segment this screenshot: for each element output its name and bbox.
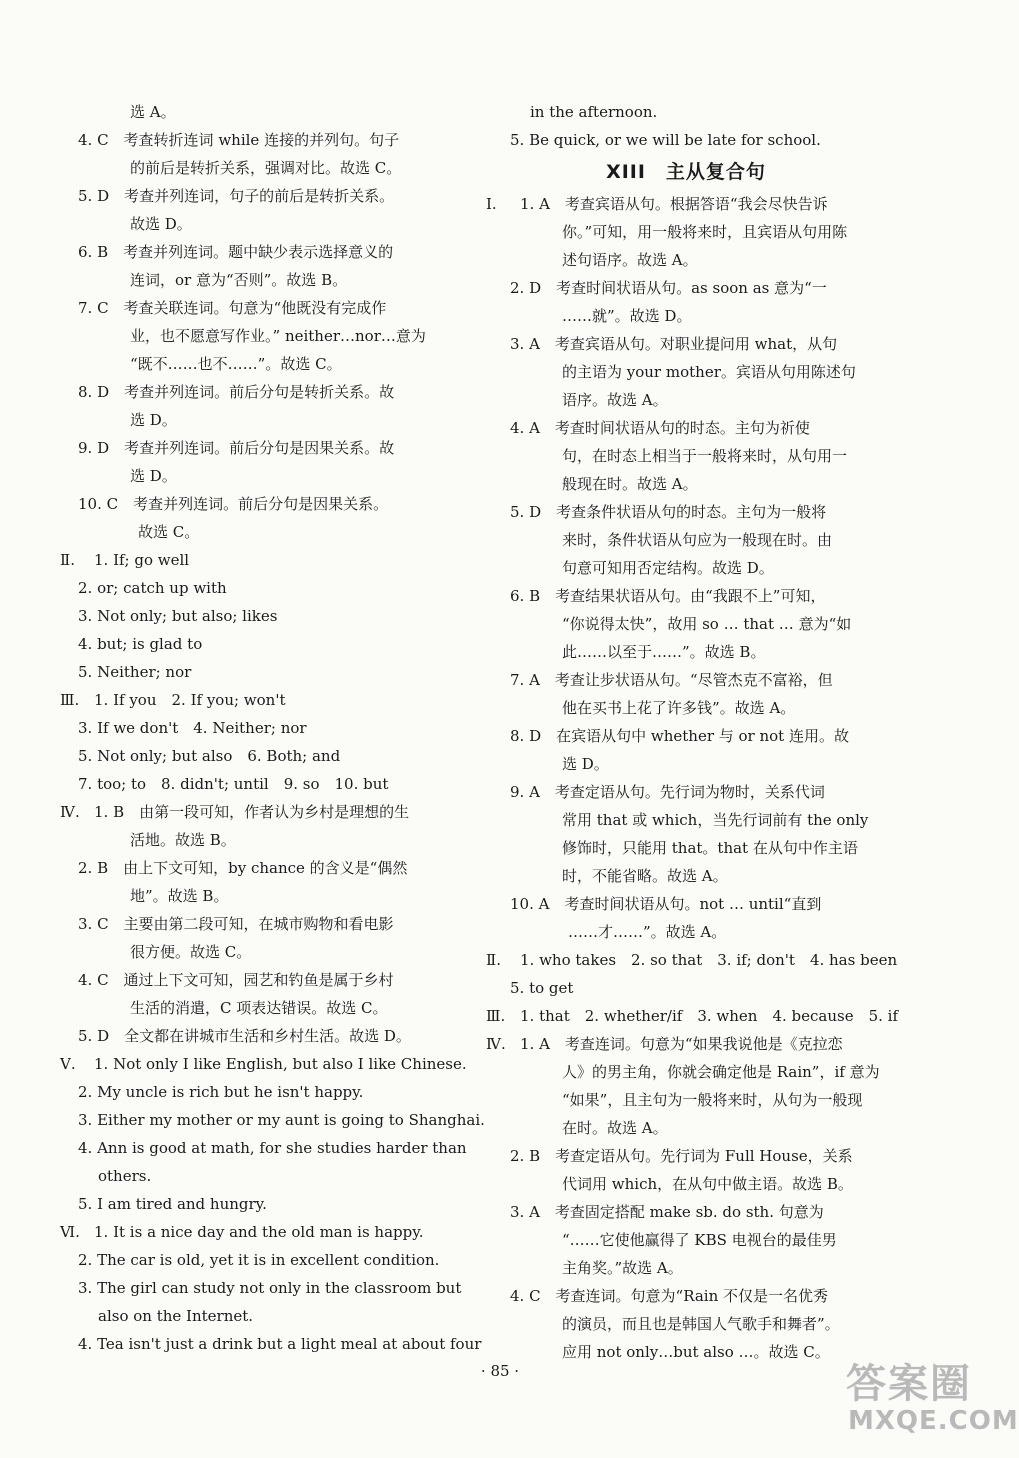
- answer-line: [486, 1142, 886, 1170]
- answer-line: [60, 322, 452, 350]
- answer-line: [60, 658, 452, 686]
- answer-text: also on the Internet.: [98, 1307, 254, 1325]
- answer-text: 人》的男主角，你就会确定他是 Rain”，if 意为: [562, 1063, 880, 1081]
- answer-line: [486, 1086, 886, 1114]
- answer-text: 生活的消遣，C 项表达错误。故选 C。: [130, 999, 388, 1017]
- section-numeral: Ⅴ.: [60, 1055, 76, 1073]
- answer-line: [60, 294, 452, 322]
- answer-text: 5. to get: [510, 979, 574, 997]
- answer-text: 4. A 考查时间状语从句的时态。主句为祈使: [510, 419, 810, 437]
- answer-line: [486, 638, 886, 666]
- answer-line: [486, 274, 886, 302]
- answer-line: [486, 386, 886, 414]
- answer-text: 时，不能省略。故选 A。: [562, 867, 728, 885]
- answer-text: in the afternoon.: [530, 103, 658, 121]
- answer-text: 5. I am tired and hungry.: [78, 1195, 267, 1213]
- answer-line: [486, 1226, 886, 1254]
- answer-line: [60, 1274, 462, 1302]
- answer-line: [60, 938, 452, 966]
- section-numeral: Ⅲ.: [60, 691, 80, 709]
- answer-line: [486, 778, 886, 806]
- answer-text: 主角奖。”故选 A。: [562, 1259, 683, 1277]
- answer-text: 5. Be quick, or we will be late for school.: [510, 131, 821, 149]
- answer-line: [60, 1022, 452, 1050]
- answer-line: [486, 1002, 899, 1030]
- answer-line: [60, 462, 452, 490]
- answer-line: [60, 518, 452, 546]
- answer-line: [60, 1330, 482, 1358]
- answer-text: 句意可知用否定结构。故选 D。: [562, 559, 774, 577]
- answer-line: [486, 582, 886, 610]
- answer-line: [60, 406, 452, 434]
- answer-text: 3. C 主要由第二段可知，在城市购物和看电影: [78, 915, 394, 933]
- answer-text: 3. The girl can study not only in the classroom but: [78, 1279, 462, 1297]
- answer-line: [486, 498, 886, 526]
- answer-text: 故选 C。: [138, 523, 200, 541]
- answer-line: [60, 546, 452, 574]
- answer-line: [60, 686, 452, 714]
- answer-line: [486, 218, 886, 246]
- answer-text: 2. D 考查时间状语从句。as soon as 意为“一: [510, 279, 827, 297]
- answer-text: 连词，or 意为“否则”。故选 B。: [130, 271, 348, 289]
- answer-text: 4. C 考查转折连词 while 连接的并列句。句子: [78, 131, 400, 149]
- right-column-answers: [486, 190, 899, 1366]
- answer-line: [60, 1218, 452, 1246]
- answer-text: 地”。故选 B。: [130, 887, 229, 905]
- answer-text: 4. Ann is good at math, for she studies harder than: [78, 1139, 467, 1157]
- answer-text: 3. A 考查宾语从句。对职业提问用 what，从句: [510, 335, 838, 353]
- left-column: [60, 98, 485, 1358]
- answer-line: [486, 1282, 886, 1310]
- answer-text: 7. too; to 8. didn't; until 9. so 10. but: [78, 775, 389, 793]
- answer-line: [486, 610, 886, 638]
- answer-line: [60, 126, 452, 154]
- watermark-line1: 答案圈: [846, 1361, 972, 1407]
- answer-text: “你说得太快”，故用 so … that … 意为“如: [562, 615, 852, 633]
- answer-line: [60, 1134, 467, 1162]
- answer-text: 6. B 考查并列连词。题中缺少表示选择意义的: [78, 243, 394, 261]
- answer-text: 1. A 考查连词。句意为“如果我说他是《克拉恋: [520, 1035, 843, 1053]
- answer-line: [486, 722, 886, 750]
- answer-line: [60, 882, 452, 910]
- answer-text: ……就”。故选 D。: [562, 307, 692, 325]
- answer-line: [60, 826, 452, 854]
- answer-line: [486, 806, 886, 834]
- answer-line: [486, 190, 886, 218]
- answer-line: [60, 434, 452, 462]
- answer-text: 选 A。: [130, 103, 176, 121]
- answer-line: [60, 350, 452, 378]
- answer-text: 常用 that 或 which，当先行词前有 the only: [562, 811, 869, 829]
- answer-line: [60, 798, 452, 826]
- section-title: XIII 主从复合句: [606, 161, 766, 183]
- answer-line: [486, 302, 886, 330]
- answer-text: 你。”可知，用一般将来时，且宾语从句用陈: [562, 223, 848, 241]
- answer-text: 3. Not only; but also; likes: [78, 607, 278, 625]
- answer-text: 1. Not only I like English, but also I like Chinese.: [94, 1055, 467, 1073]
- answer-text: 述句语序。故选 A。: [562, 251, 698, 269]
- answer-text: 1. If; go well: [94, 551, 190, 569]
- right-column-continuation: [486, 98, 886, 154]
- answer-text: 的演员，而且也是韩国人气歌手和舞者”。: [562, 1315, 840, 1333]
- answer-line: [486, 470, 886, 498]
- right-column: [486, 98, 899, 1366]
- answer-line: [486, 442, 886, 470]
- answer-line: [60, 910, 452, 938]
- answer-line: [486, 330, 886, 358]
- answer-text: 选 D。: [562, 755, 609, 773]
- answer-text: 般现在时。故选 A。: [562, 475, 698, 493]
- answer-text: 业，也不愿意写作业。” neither…nor…意为: [130, 327, 426, 345]
- answer-text: 1. who takes 2. so that 3. if; don't 4. has been: [520, 951, 898, 969]
- answer-line: [60, 1246, 452, 1274]
- answer-line: [60, 266, 452, 294]
- answer-text: 3. Either my mother or my aunt is going to Shanghai.: [78, 1111, 485, 1129]
- answer-text: ……才……”。故选 A。: [568, 923, 727, 941]
- answer-line: [486, 1058, 886, 1086]
- answer-text: 他在买书上花了许多钱”。故选 A。: [562, 699, 796, 717]
- answer-text: 4. but; is glad to: [78, 635, 203, 653]
- answer-text: 5. D 考查条件状语从句的时态。主句为一般将: [510, 503, 827, 521]
- answer-text: 4. Tea isn't just a drink but a light meal at about four: [78, 1335, 482, 1353]
- answer-text: 来时，条件状语从句应为一般现在时。由: [562, 531, 833, 549]
- answer-line: [486, 1310, 886, 1338]
- answer-text: others.: [98, 1167, 152, 1185]
- answer-line: [60, 714, 452, 742]
- answer-text: 句，在时态上相当于一般将来时，从句用一: [562, 447, 848, 465]
- answer-text: 2. B 考查定语从句。先行词为 Full House，关系: [510, 1147, 853, 1165]
- answer-text: 8. D 考查并列连词。前后分句是转折关系。故: [78, 383, 395, 401]
- answer-line: [486, 1114, 886, 1142]
- answer-text: 7. C 考查关联连词。句意为“他既没有完成作: [78, 299, 387, 317]
- answer-line: [486, 974, 886, 1002]
- answer-line: [60, 966, 452, 994]
- answer-line: [60, 1050, 467, 1078]
- answer-text: “既不……也不……”。故选 C。: [130, 355, 342, 373]
- answer-line: [486, 1254, 886, 1282]
- answer-text: 1. B 由第一段可知，作者认为乡村是理想的生: [94, 803, 410, 821]
- answer-line: [60, 602, 452, 630]
- section-numeral: Ⅱ.: [60, 551, 75, 569]
- answer-text: 的前后是转折关系，强调对比。故选 C。: [130, 159, 402, 177]
- answer-line: [486, 414, 886, 442]
- answer-line: [60, 490, 452, 518]
- answer-line: [486, 946, 898, 974]
- answer-line: [60, 238, 452, 266]
- answer-text: 3. A 考查固定搭配 make sb. do sth. 句意为: [510, 1203, 824, 1221]
- section-numeral: Ⅳ.: [486, 1035, 506, 1053]
- answer-line: [60, 154, 452, 182]
- answer-text: 应用 not only…but also …。故选 C。: [562, 1343, 830, 1361]
- answer-text: 1. A 考查宾语从句。根据答语“我会尽快告诉: [520, 195, 828, 213]
- answer-text: 1. It is a nice day and the old man is happy.: [94, 1223, 424, 1241]
- answer-text: 4. C 考查连词。句意为“Rain 不仅是一名优秀: [510, 1287, 829, 1305]
- answer-line: [60, 378, 452, 406]
- answer-text: 10. A 考查时间状语从句。not … until“直到: [510, 895, 822, 913]
- answer-text: 9. A 考查定语从句。先行词为物时，关系代词: [510, 783, 825, 801]
- section-numeral: Ⅱ.: [486, 951, 501, 969]
- answer-line: [60, 854, 452, 882]
- section-numeral: Ⅵ.: [60, 1223, 80, 1241]
- answer-line: [486, 666, 886, 694]
- answer-text: 2. The car is old, yet it is in excellent condition.: [78, 1251, 440, 1269]
- answer-text: 2. My uncle is rich but he isn't happy.: [78, 1083, 364, 1101]
- answer-text: 1. If you 2. If you; won't: [94, 691, 286, 709]
- answer-line: [486, 554, 886, 582]
- answer-line: [486, 246, 886, 274]
- answer-line: [486, 750, 886, 778]
- answer-line: [486, 1170, 886, 1198]
- answer-line: [486, 98, 886, 126]
- answer-text: 9. D 考查并列连词。前后分句是因果关系。故: [78, 439, 395, 457]
- answer-line: [60, 1190, 452, 1218]
- answer-line: [60, 770, 452, 798]
- answer-text: 5. D 考查并列连词，句子的前后是转折关系。: [78, 187, 395, 205]
- answer-line: [486, 918, 886, 946]
- answer-line: [60, 630, 452, 658]
- answer-text: 7. A 考查让步状语从句。“尽管杰克不富裕，但: [510, 671, 833, 689]
- answer-line: [60, 98, 452, 126]
- answer-text: 5. Not only; but also 6. Both; and: [78, 747, 341, 765]
- answer-line: [486, 834, 886, 862]
- answer-text: 故选 D。: [130, 215, 192, 233]
- section-numeral: Ⅰ.: [486, 195, 497, 213]
- answer-text: 8. D 在宾语从句中 whether 与 or not 连用。故: [510, 727, 849, 745]
- answer-text: 4. C 通过上下文可知，园艺和钓鱼是属于乡村: [78, 971, 394, 989]
- answer-line: [486, 862, 886, 890]
- answer-text: “如果”，且主句为一般将来时，从句为一般现: [562, 1091, 863, 1109]
- answer-text: 修饰时，只能用 that。that 在从句中作主语: [562, 839, 858, 857]
- page-number: · 85 ·: [480, 1362, 520, 1380]
- answer-text: 很方便。故选 C。: [130, 943, 252, 961]
- answer-line: [486, 1198, 886, 1226]
- answer-line: [486, 358, 886, 386]
- answer-line: [486, 694, 886, 722]
- answer-text: “……它使他赢得了 KBS 电视台的最佳男: [562, 1231, 837, 1249]
- answer-text: 此……以至于……”。故选 B。: [562, 643, 766, 661]
- answer-text: 在时。故选 A。: [562, 1119, 668, 1137]
- answer-text: 10. C 考查并列连词。前后分句是因果关系。: [78, 495, 389, 513]
- answer-text: 选 D。: [130, 467, 177, 485]
- watermark-logo: [842, 1352, 1019, 1452]
- answer-line: [60, 182, 452, 210]
- answer-text: 选 D。: [130, 411, 177, 429]
- answer-text: 2. B 由上下文可知，by chance 的含义是“偶然: [78, 859, 408, 877]
- answer-line: [486, 1030, 886, 1058]
- answer-line: [60, 1106, 485, 1134]
- answer-line: [486, 526, 886, 554]
- answer-line: [60, 1078, 452, 1106]
- answer-text: 代词用 which，在从句中做主语。故选 B。: [562, 1175, 853, 1193]
- section-numeral: Ⅳ.: [60, 803, 80, 821]
- answer-text: 3. If we don't 4. Neither; nor: [78, 719, 307, 737]
- answer-text: 5. D 全文都在讲城市生活和乡村生活。故选 D。: [78, 1027, 411, 1045]
- watermark-line2: MXQE.COM: [848, 1406, 1019, 1436]
- answer-line: [60, 574, 452, 602]
- answer-text: 语序。故选 A。: [562, 391, 668, 409]
- answer-line: [60, 994, 452, 1022]
- answer-text: 6. B 考查结果状语从句。由“我跟不上”可知，: [510, 587, 826, 605]
- answer-line: [60, 1162, 452, 1190]
- answer-line: [486, 890, 886, 918]
- answer-line: [60, 742, 452, 770]
- answer-text: 1. that 2. whether/if 3. when 4. because 5. if: [520, 1007, 899, 1025]
- answer-line: [60, 1302, 452, 1330]
- answer-text: 2. or; catch up with: [78, 579, 227, 597]
- section-numeral: Ⅲ.: [486, 1007, 506, 1025]
- answer-text: 5. Neither; nor: [78, 663, 192, 681]
- answer-text: 的主语为 your mother。宾语从句用陈述句: [562, 363, 856, 381]
- answer-text: 活地。故选 B。: [130, 831, 236, 849]
- answer-line: [486, 126, 886, 154]
- answer-line: [60, 210, 452, 238]
